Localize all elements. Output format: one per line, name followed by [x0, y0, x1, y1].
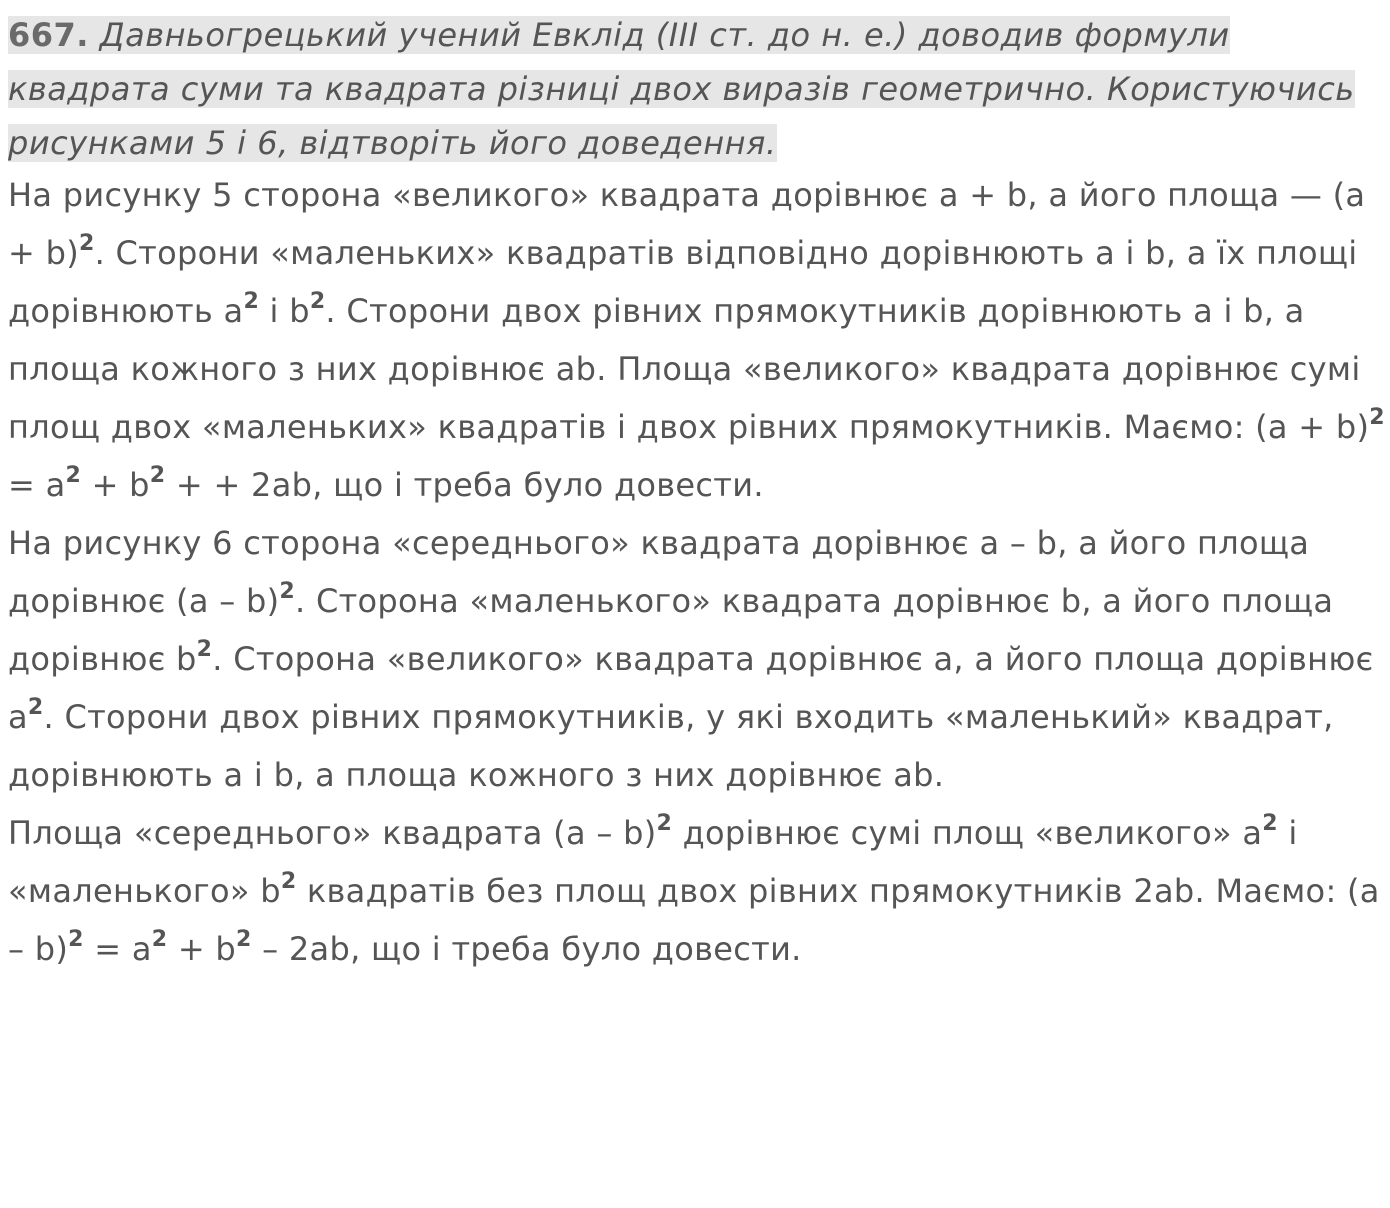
answer-text: На рисунку 6 сторона «середнього» квадрата дорівнює a – b, а його площа дорівнює (a – b): [8, 524, 1310, 620]
task-highlight: [8, 16, 1355, 162]
answer-text: + b: [167, 930, 237, 968]
superscript: 2: [78, 231, 95, 256]
answer-text: . Сторони двох рівних прямокутників, у які входить «маленький» квадрат, дорівнюють a і b, а площа кожного з них дорівнює ab.: [8, 698, 1334, 794]
answer-text: . Сторона «маленького» квадрата дорівнює b, а його площа дорівнює b: [8, 582, 1334, 678]
superscript: 2: [68, 927, 84, 952]
answer-paragraph-3: [8, 804, 1388, 978]
superscript: 2: [656, 811, 673, 836]
superscript: 2: [309, 289, 326, 314]
answer-paragraph-1: [8, 166, 1388, 514]
answer-text: і «маленького» b: [8, 814, 1298, 910]
task-statement: [8, 8, 1388, 170]
superscript: 2: [151, 927, 168, 952]
superscript: 2: [196, 637, 213, 662]
answer-text: = a: [8, 466, 66, 504]
superscript: 2: [1262, 811, 1278, 836]
page-content: [8, 8, 1388, 978]
task-number: 667.: [8, 16, 89, 54]
superscript: 2: [65, 463, 82, 488]
superscript: 2: [27, 695, 44, 720]
superscript: 2: [1369, 405, 1385, 430]
answer-text: Площа «середнього» квадрата (a – b): [8, 814, 657, 852]
answer-text: . Сторона «великого» квадрата дорівнює a, а його площа дорівнює a: [8, 640, 1374, 736]
answer-text: . Сторони «маленьких» квадратів відповідно дорівнюють a і b, а їх площі дорівнюють a: [8, 234, 1358, 330]
superscript: 2: [243, 289, 260, 314]
answer-paragraph-2: [8, 514, 1388, 804]
task-text: Давньогрецький учений Евклід (III ст. до н. е.) доводив формули квадрата суми та квадрата різниці двох виразів геометрично. Користуючись рисунками 5 і 6, відтворіть його доведення.: [8, 16, 1355, 162]
superscript: 2: [236, 927, 252, 952]
answer-text: – 2ab, що і треба було довести.: [251, 930, 802, 968]
answer-text: квадратів без площ двох рівних прямокутників 2ab. Маємо: (a – b): [8, 872, 1380, 968]
answer-text: + b: [81, 466, 150, 504]
answer-text: і b: [259, 292, 310, 330]
answer-text: . Сторони двох рівних прямокутників дорівнюють a і b, а площа кожного з них дорівнює ab. Площа «великого» квадрата дорівнює сумі площ двох «маленьких» квадратів і двох рівних прямокутників. Маємо: (a + b): [8, 292, 1370, 446]
answer-text: дорівнює сумі площ «великого» a: [672, 814, 1263, 852]
answer-text: На рисунку 5 сторона «великого» квадрата дорівнює a + b, а його площа — (a + b): [8, 176, 1366, 272]
answer-text: + + 2ab, що і треба було довести.: [165, 466, 764, 504]
superscript: 2: [280, 869, 297, 894]
superscript: 2: [279, 579, 296, 604]
superscript: 2: [149, 463, 166, 488]
answer-text: = a: [83, 930, 152, 968]
